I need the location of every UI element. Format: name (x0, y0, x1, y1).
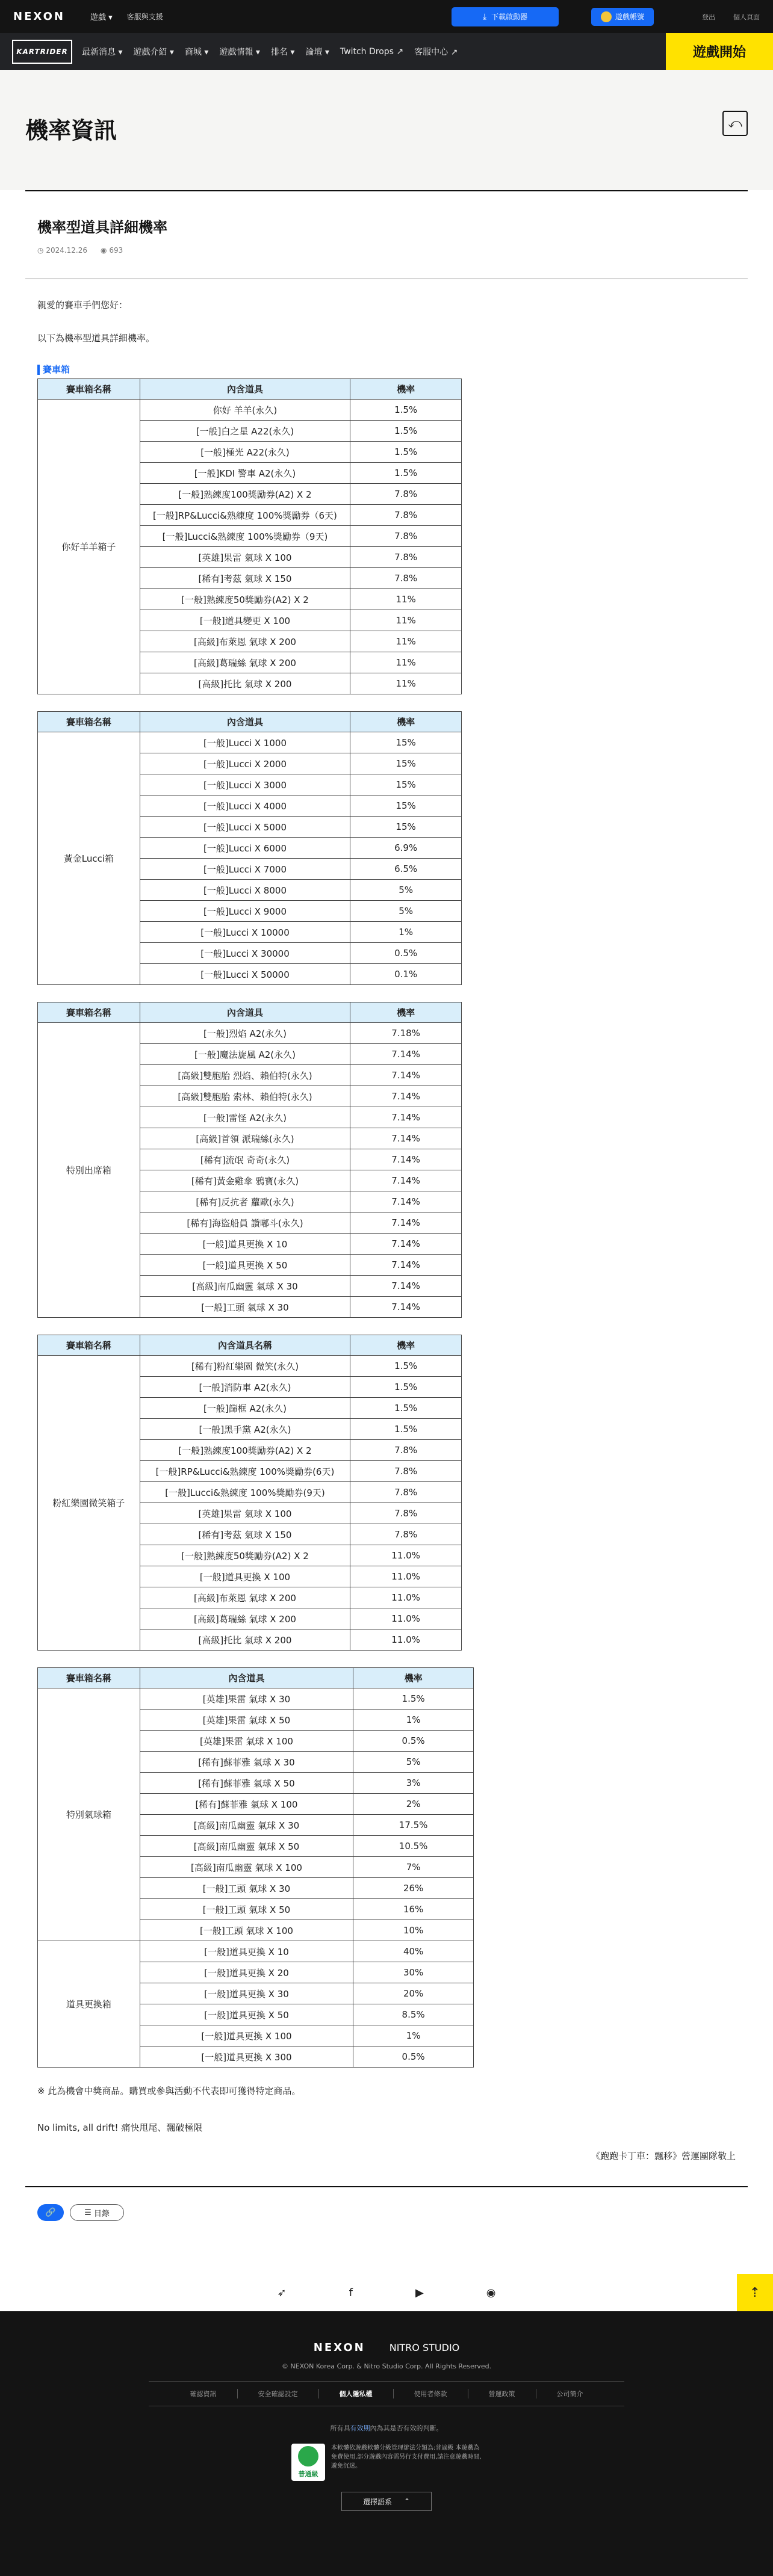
item-cell: [高級]雙胞胎 烈焰、賴伯特(永久) (140, 1065, 350, 1086)
probability-cell: 1% (353, 2025, 474, 2046)
top-bar (0, 0, 773, 33)
footer-link[interactable]: 使用者條款 (394, 2389, 468, 2398)
item-cell: [一般]Lucci X 4000 (140, 795, 350, 817)
disclaimer: ※ 此為機會中獎商品。購買或參與活動不代表即可獲得特定商品。 (37, 2086, 301, 2096)
item-cell: [稀有]蘇菲雅 氣球 X 100 (140, 1794, 353, 1815)
item-cell: [高級]雙胞胎 索林、賴伯特(永久) (140, 1086, 350, 1107)
item-cell: [稀有]反抗者 蘿歐(永久) (140, 1191, 350, 1212)
item-cell: [一般]白之星 A22(永久) (140, 421, 350, 442)
item-cell: [一般]Lucci X 8000 (140, 880, 350, 901)
item-cell: [一般]黑手黨 A2(永久) (140, 1419, 350, 1440)
column-header: 機率 (350, 379, 462, 400)
item-cell: [一般]RP&Lucci&熟練度 100%獎勵券(6天) (140, 1461, 350, 1482)
item-cell: [英雄]果雷 氣球 X 30 (140, 1688, 353, 1710)
probability-cell: 5% (350, 901, 462, 922)
probability-cell: 11.0% (350, 1587, 462, 1608)
item-cell: [一般]魔法旋風 A2(永久) (140, 1044, 350, 1065)
probability-cell: 1.5% (353, 1688, 474, 1710)
nav-shop[interactable]: 商城 ▾ (184, 47, 209, 57)
probability-cell: 1.5% (350, 400, 462, 421)
probability-cell: 6.9% (350, 838, 462, 859)
section-label: 賽車箱 (37, 365, 736, 375)
probability-cell: 7.14% (350, 1128, 462, 1149)
item-cell: [一般]Lucci X 6000 (140, 838, 350, 859)
probability-cell: 7% (353, 1857, 474, 1878)
item-cell: [高級]南瓜幽靈 氣球 X 30 (140, 1276, 350, 1297)
probability-cell: 11% (350, 610, 462, 631)
download-icon: ⤓ (482, 11, 487, 22)
youtube-icon[interactable]: ▶ (415, 2286, 424, 2299)
table-row (38, 1941, 474, 1962)
item-cell: [一般]工頭 氣球 X 100 (140, 1920, 353, 1941)
probability-cell: 0.5% (353, 2046, 474, 2068)
table-header-row (38, 1002, 462, 1023)
scroll-top-button[interactable]: ⇡ (737, 2274, 773, 2311)
probability-cell: 7.14% (350, 1276, 462, 1297)
probability-cell: 11.0% (350, 1629, 462, 1651)
article-views: ◉ 693 (101, 246, 123, 255)
item-cell: [一般]熟練度100獎勵券(A2) X 2 (140, 484, 350, 505)
list-button[interactable]: ☰ 目錄 (70, 2204, 124, 2221)
probability-cell: 1.5% (350, 1419, 462, 1440)
copyright: © NEXON Korea Corp. & Nitro Studio Corp. All Rights Reserved. (281, 2362, 492, 2370)
box-name-cell: 特別出席箱 (38, 1023, 140, 1318)
box-name-cell: 道具更換箱 (38, 1941, 140, 2068)
customer-support-link[interactable]: 客服與支援 (126, 13, 163, 21)
probability-table (37, 378, 462, 694)
column-header: 機率 (350, 1335, 462, 1356)
probability-cell: 7.8% (350, 526, 462, 547)
probability-cell: 7.14% (350, 1191, 462, 1212)
column-header: 內含道具名稱 (140, 1335, 350, 1356)
game-menu[interactable]: 遊戲 ▾ (90, 13, 113, 22)
probability-cell: 7.8% (350, 484, 462, 505)
item-cell: [一般]Lucci X 9000 (140, 901, 350, 922)
item-cell: [稀有]黃金雞傘 鴉寶(永久) (140, 1170, 350, 1191)
column-header: 機率 (350, 1002, 462, 1023)
column-header: 內含道具 (140, 379, 350, 400)
probability-cell: 1.5% (350, 1377, 462, 1398)
copy-link-button[interactable] (37, 2204, 64, 2221)
footer-link[interactable]: 營運政策 (468, 2389, 536, 2398)
probability-cell: 1% (350, 922, 462, 943)
item-cell: [一般]道具更換 X 30 (140, 1983, 353, 2004)
probability-cell: 26% (353, 1878, 474, 1899)
list-icon: ☰ (84, 2208, 92, 2217)
profile-link[interactable]: 個人頁面 (733, 13, 760, 21)
probability-cell: 7.14% (350, 1255, 462, 1276)
item-cell: [英雄]果雷 氣球 X 50 (140, 1710, 353, 1731)
column-header: 內含道具 (140, 712, 350, 732)
item-cell: [稀有]流氓 奇奇(永久) (140, 1149, 350, 1170)
probability-cell: 15% (350, 795, 462, 817)
table-row (38, 1356, 462, 1377)
footer-note: 所有具有效期內為其是否有效的判斷。 (330, 2424, 443, 2432)
item-cell: [一般]RP&Lucci&熟練度 100%獎勵券（6天) (140, 505, 350, 526)
item-cell: [一般]Lucci&熟練度 100%獎勵券（9天) (140, 526, 350, 547)
probability-cell: 7.18% (350, 1023, 462, 1044)
nav-customer-center[interactable]: 客服中心 ↗ (414, 47, 458, 57)
probability-cell: 7.8% (350, 1482, 462, 1503)
item-cell: [一般]Lucci X 2000 (140, 753, 350, 774)
item-cell: [一般]極光 A22(永久) (140, 442, 350, 463)
main-nav (0, 33, 773, 70)
item-cell: [稀有]粉紅樂園 微笑(永久) (140, 1356, 350, 1377)
item-cell: [一般]KDI 警車 A2(永久) (140, 463, 350, 484)
probability-cell: 0.5% (350, 943, 462, 964)
item-cell: 你好 羊羊(永久) (140, 400, 350, 421)
probability-cell: 7.14% (350, 1086, 462, 1107)
table-row (38, 400, 462, 421)
greeting: 親愛的賽車手們您好： (37, 300, 128, 310)
nexon-logo[interactable]: NEXON (13, 10, 65, 23)
item-cell: [高級]南瓜幽靈 氣球 X 50 (140, 1836, 353, 1857)
item-cell: [高級]首領 派瑞絲(永久) (140, 1128, 350, 1149)
column-header: 賽車箱名稱 (38, 1668, 140, 1688)
game-start-button[interactable]: 遊戲開始 (666, 33, 773, 70)
rating-badge: 普通級 (291, 2444, 325, 2481)
item-cell: [一般]消防車 A2(永久) (140, 1377, 350, 1398)
article-body (0, 279, 773, 2162)
probability-cell: 5% (353, 1752, 474, 1773)
item-cell: [一般]Lucci X 30000 (140, 943, 350, 964)
item-cell: [一般]熟練度100獎勵券(A2) X 2 (140, 1440, 350, 1461)
nav-ranking[interactable]: 排名 ▾ (270, 47, 295, 57)
probability-cell: 7.14% (350, 1170, 462, 1191)
item-cell: [一般]道具更換 X 10 (140, 1941, 353, 1962)
probability-cell: 5% (350, 880, 462, 901)
item-cell: [英雄]果雷 氣球 X 100 (140, 1503, 350, 1524)
item-cell: [一般]工頭 氣球 X 30 (140, 1297, 350, 1318)
footer-link[interactable]: 公司簡介 (556, 2390, 583, 2398)
probability-cell: 11% (350, 631, 462, 652)
language-select[interactable]: 選擇語系 ⌃ (341, 2492, 432, 2511)
probability-cell: 1.5% (350, 421, 462, 442)
validity-link[interactable]: 有效期 (350, 2424, 370, 2432)
probability-cell: 7.14% (350, 1065, 462, 1086)
article-date: ◷ 2024.12.26 (37, 246, 88, 255)
item-cell: [稀有]蘇菲雅 氣球 X 50 (140, 1773, 353, 1794)
slogan: No limits, all drift! 痛快甩尾、飄破極限 (37, 2122, 203, 2133)
probability-cell: 17.5% (353, 1815, 474, 1836)
item-cell: [稀有]蘇菲雅 氣球 X 30 (140, 1752, 353, 1773)
probability-table (37, 711, 462, 985)
avatar (601, 11, 612, 22)
probability-cell: 20% (353, 1983, 474, 2004)
item-cell: [高級]托比 氣球 X 200 (140, 673, 350, 694)
intro-text: 以下為機率型道具詳細機率。 (37, 333, 155, 344)
nitro-logo: NITRO STUDIO (389, 2342, 460, 2353)
box-name-cell: 黃金Lucci箱 (38, 732, 140, 985)
item-cell: [一般]Lucci X 5000 (140, 817, 350, 838)
item-cell: [稀有]考茲 氣球 X 150 (140, 1524, 350, 1545)
item-cell: [一般]烈焰 A2(永久) (140, 1023, 350, 1044)
probability-cell: 10% (353, 1920, 474, 1941)
item-cell: [一般]熟練度50獎勵券(A2) X 2 (140, 589, 350, 610)
link-icon: 🔗 (45, 2208, 56, 2217)
nav-game-info[interactable]: 遊戲情報 ▾ (219, 47, 260, 57)
probability-cell: 2% (353, 1794, 474, 1815)
logout-link[interactable]: 登出 (702, 13, 715, 21)
footer (0, 2311, 773, 2576)
probability-cell: 0.5% (353, 1731, 474, 1752)
eye-icon: ◉ (101, 246, 107, 255)
probability-cell: 7.8% (350, 1503, 462, 1524)
probability-cell: 7.8% (350, 1461, 462, 1482)
probability-cell: 11% (350, 673, 462, 694)
item-cell: [一般]雷怪 A2(永久) (140, 1107, 350, 1128)
table-row (38, 732, 462, 753)
probability-cell: 1.5% (350, 1356, 462, 1377)
probability-cell: 11% (350, 589, 462, 610)
probability-cell: 1.5% (350, 1398, 462, 1419)
article-header (0, 191, 773, 279)
discord-icon[interactable]: ◉ (486, 2286, 496, 2299)
item-cell: [高級]托比 氣球 X 200 (140, 1629, 350, 1651)
item-cell: [高級]南瓜幽靈 氣球 X 100 (140, 1857, 353, 1878)
probability-cell: 3% (353, 1773, 474, 1794)
item-cell: [高級]葛瑞絲 氣球 X 200 (140, 652, 350, 673)
probability-cell: 7.8% (350, 1524, 462, 1545)
probability-cell: 11.0% (350, 1545, 462, 1566)
probability-cell: 7.14% (350, 1149, 462, 1170)
column-header: 機率 (353, 1668, 474, 1688)
nav-forum[interactable]: 論壇 ▾ (305, 47, 329, 57)
probability-cell: 10.5% (353, 1836, 474, 1857)
table-header-row (38, 1335, 462, 1356)
signoff: 《跑跑卡丁車：飄移》營運團隊敬上 (591, 2151, 736, 2161)
item-cell: [一般]道具更換 X 50 (140, 2004, 353, 2025)
box-name-cell: 粉紅樂園微笑箱子 (38, 1356, 140, 1651)
item-cell: [一般]道具更換 X 50 (140, 1255, 350, 1276)
table-header-row (38, 1668, 474, 1688)
probability-cell: 15% (350, 732, 462, 753)
user-account-button[interactable]: 遊戲帳號 (591, 8, 654, 26)
item-cell: [一般]道具更換 X 100 (140, 1566, 350, 1587)
item-cell: [一般]道具更換 X 300 (140, 2046, 353, 2068)
item-cell: [一般]道具變更 X 100 (140, 610, 350, 631)
kartrider-logo[interactable]: KARTRIDER (12, 40, 72, 64)
item-cell: [高級]葛瑞絲 氣球 X 200 (140, 1608, 350, 1629)
item-cell: [一般]工頭 氣球 X 50 (140, 1899, 353, 1920)
column-header: 機率 (350, 712, 462, 732)
item-cell: [高級]布萊恩 氣球 X 200 (140, 631, 350, 652)
item-cell: [一般]Lucci&熟練度 100%獎勵券(9天) (140, 1482, 350, 1503)
download-launcher-button[interactable]: ⤓ 下載啟動器 (452, 7, 559, 26)
probability-cell: 7.8% (350, 1440, 462, 1461)
probability-cell: 16% (353, 1899, 474, 1920)
item-cell: [高級]布萊恩 氣球 X 200 (140, 1587, 350, 1608)
facebook-icon[interactable]: f (349, 2286, 353, 2299)
item-cell: [一般]Lucci X 7000 (140, 859, 350, 880)
item-cell: [一般]Lucci X 1000 (140, 732, 350, 753)
probability-cell: 15% (350, 817, 462, 838)
probability-cell: 0.1% (350, 964, 462, 985)
probability-cell: 7.8% (350, 547, 462, 568)
probability-cell: 8.5% (353, 2004, 474, 2025)
probability-cell: 15% (350, 753, 462, 774)
column-header: 賽車箱名稱 (38, 379, 140, 400)
kartrider-social-icon[interactable]: ➶ (277, 2286, 287, 2299)
page-title: 機率資訊 (25, 117, 117, 144)
probability-cell: 7.14% (350, 1044, 462, 1065)
footer-link-privacy[interactable]: 個人隱私權 (319, 2389, 394, 2398)
probability-cell: 7.8% (350, 505, 462, 526)
probability-cell: 11% (350, 652, 462, 673)
probability-cell: 11.0% (350, 1566, 462, 1587)
item-cell: [一般]工頭 氣球 X 30 (140, 1878, 353, 1899)
probability-cell: 7.14% (350, 1212, 462, 1234)
item-cell: [一般]道具更換 X 20 (140, 1962, 353, 1983)
table-header-row (38, 379, 462, 400)
item-cell: [一般]熟練度50獎勵券(A2) X 2 (140, 1545, 350, 1566)
item-cell: [一般]Lucci X 10000 (140, 922, 350, 943)
column-header: 內含道具 (140, 1002, 350, 1023)
probability-table (37, 1335, 462, 1651)
probability-cell: 6.5% (350, 859, 462, 880)
probability-cell: 7.14% (350, 1234, 462, 1255)
probability-table (37, 1667, 474, 2068)
item-cell: [一般]Lucci X 3000 (140, 774, 350, 795)
probability-cell: 30% (353, 1962, 474, 1983)
probability-cell: 7.14% (350, 1107, 462, 1128)
item-cell: [一般]篩框 A2(永久) (140, 1398, 350, 1419)
probability-cell: 7.14% (350, 1297, 462, 1318)
probability-table (37, 1002, 462, 1318)
clock-icon: ◷ (37, 246, 44, 255)
item-cell: [高級]南瓜幽靈 氣球 X 30 (140, 1815, 353, 1836)
box-name-cell: 特別氣球箱 (38, 1688, 140, 1941)
article-title: 機率型道具詳細機率 (37, 219, 167, 236)
box-name-cell: 你好羊羊箱子 (38, 400, 140, 694)
table-row (38, 1688, 474, 1710)
nexon-footer-logo: NEXON (313, 2341, 365, 2354)
footer-link[interactable]: 確認資訊 (170, 2389, 238, 2398)
hero-banner (0, 70, 773, 190)
column-header: 賽車箱名稱 (38, 1335, 140, 1356)
back-icon[interactable]: ⤺ (722, 111, 748, 136)
social-bar (0, 2274, 773, 2311)
column-header: 賽車箱名稱 (38, 712, 140, 732)
column-header: 內含道具 (140, 1668, 353, 1688)
column-header: 賽車箱名稱 (38, 1002, 140, 1023)
probability-cell: 1.5% (350, 463, 462, 484)
nav-twitch-drops[interactable]: Twitch Drops ↗ (340, 46, 404, 57)
item-cell: [英雄]果雷 氣球 X 100 (140, 1731, 353, 1752)
probability-cell: 1% (353, 1710, 474, 1731)
footer-link[interactable]: 安全確認設定 (238, 2389, 319, 2398)
probability-cell: 40% (353, 1941, 474, 1962)
item-cell: [一般]道具更換 X 10 (140, 1234, 350, 1255)
table-row (38, 1023, 462, 1044)
nav-news[interactable]: 最新消息 ▾ (82, 47, 123, 57)
probability-cell: 1.5% (350, 442, 462, 463)
item-cell: [一般]Lucci X 50000 (140, 964, 350, 985)
table-header-row (38, 712, 462, 732)
probability-cell: 11.0% (350, 1608, 462, 1629)
item-cell: [稀有]考茲 氣球 X 150 (140, 568, 350, 589)
nav-game-intro[interactable]: 遊戲介紹 ▾ (133, 47, 174, 57)
item-cell: [稀有]海盜船員 讚嘟斗(永久) (140, 1212, 350, 1234)
item-cell: [一般]道具更換 X 100 (140, 2025, 353, 2046)
chevron-up-icon: ⌃ (403, 2497, 411, 2506)
rating-text: 本軟體依遊戲軟體分級管理辦法分類為:普遍級 本遊戲為免費使用,部分遊戲內容需另行支付費用,請注意遊戲時間,避免沉迷。 (331, 2445, 482, 2469)
probability-cell: 15% (350, 774, 462, 795)
probability-cell: 7.8% (350, 568, 462, 589)
item-cell: [英雄]果雷 氣球 X 100 (140, 547, 350, 568)
